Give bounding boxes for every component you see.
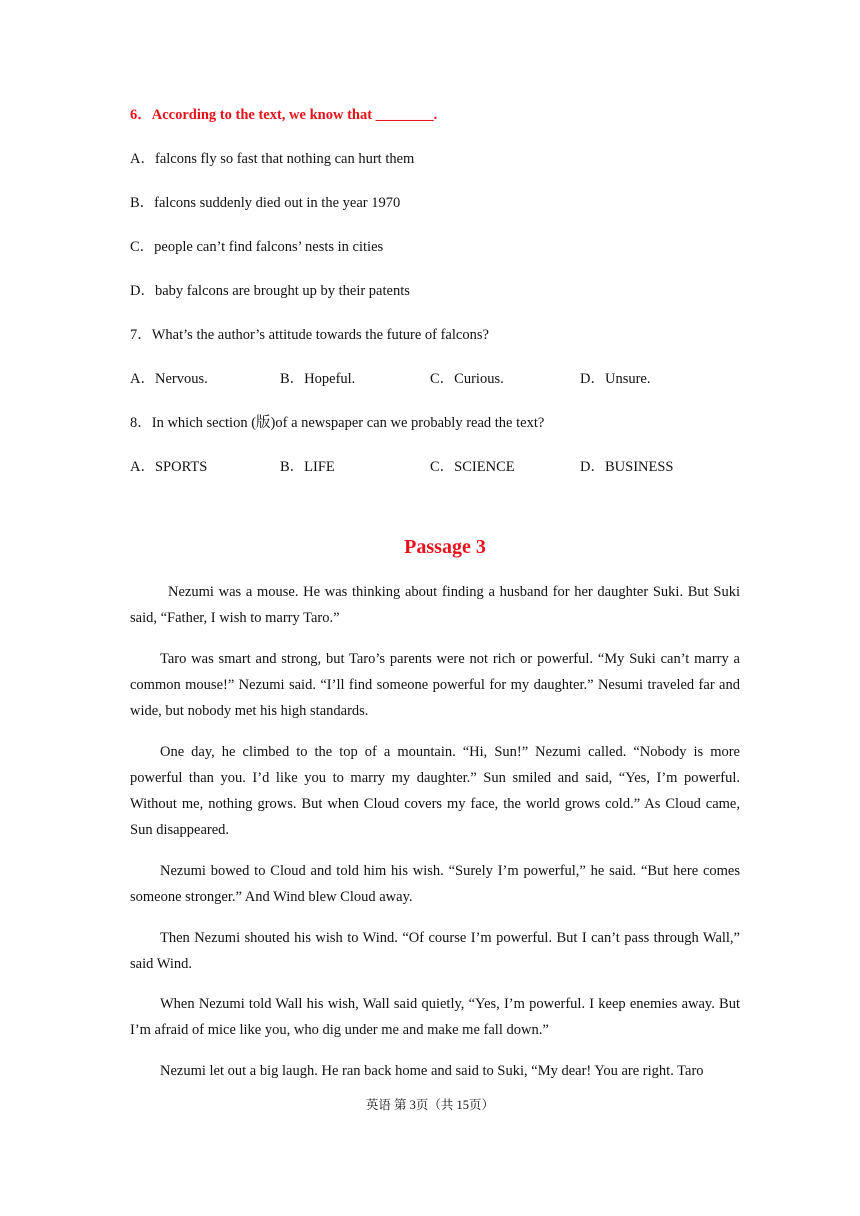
passage-paragraph-5: Then Nezumi shouted his wish to Wind. “Of course I’m powerful. But I can’t pass through Wall,” said Wind. xyxy=(130,930,740,972)
passage-paragraph-6: When Nezumi told Wall his wish, Wall said quietly, “Yes, I’m powerful. I keep enemies away. But I’m afraid of mice like you, who dig under me and make me fall down.” xyxy=(130,996,740,1038)
question-6-option-d: D．baby falcons are brought up by their patents xyxy=(130,283,410,299)
question-6-option-a: A．falcons fly so fast that nothing can hurt them xyxy=(130,151,415,167)
option-text: people can’t find falcons’ nests in cities xyxy=(154,239,384,255)
question-text: What’s the author’s attitude towards the future of falcons? xyxy=(151,327,489,343)
question-7-stem: 7．What’s the author’s attitude towards the future of falcons? xyxy=(130,327,489,343)
option-c: C．SCIENCE xyxy=(430,459,515,475)
question-8-stem: 8．In which section (版)of a newspaper can we probably read the text? xyxy=(130,415,545,431)
option-d: D．Unsure. xyxy=(580,371,651,387)
question-number: 6 xyxy=(130,107,138,123)
question-number: 7 xyxy=(130,327,138,343)
option-text: falcons fly so fast that nothing can hurt them xyxy=(154,151,415,167)
page-footer: 英语 第 3页（共 15页） xyxy=(365,1098,495,1112)
passage-paragraph-7: Nezumi let out a big laugh. He ran back home and said to Suki, “My dear! You are right. Taro xyxy=(160,1063,704,1079)
option-b: B．LIFE xyxy=(280,459,335,475)
question-6-option-b: B．falcons suddenly died out in the year 1970 xyxy=(130,195,401,211)
question-text: According to the text, we know that ________. xyxy=(151,107,438,123)
option-letter: D xyxy=(130,283,141,299)
passage-paragraph-4: Nezumi bowed to Cloud and told him his wish. “Surely I’m powerful,” he said. “But here comes someone stronger.” And Wind blew Cloud away. xyxy=(130,863,740,905)
passage-title: Passage 3 xyxy=(404,536,486,558)
option-a: A．SPORTS xyxy=(130,459,208,475)
question-number: 8 xyxy=(130,415,138,431)
question-8-options xyxy=(130,458,750,476)
option-d: D．BUSINESS xyxy=(580,459,674,475)
question-6-option-c: C．people can’t find falcons’ nests in cities xyxy=(130,239,384,255)
passage-paragraph-1: Nezumi was a mouse. He was thinking about finding a husband for her daughter Suki. But Suki said, “Father, I wish to marry Taro.” xyxy=(130,584,740,626)
passage-paragraph-3: One day, he climbed to the top of a mountain. “Hi, Sun!” Nezumi called. “Nobody is more powerful than you. I’d like you to marry my daughter.” Sun smiled and said, “Yes, I’m powerful. Without me, nothing grows. But when Cloud covers my face, the world grows cold.” As Cloud came, Sun disappeared. xyxy=(130,744,740,838)
option-c: C．Curious. xyxy=(430,371,504,387)
question-text: In which section (版)of a newspaper can we probably read the text? xyxy=(151,415,545,431)
option-b: B．Hopeful. xyxy=(280,371,356,387)
passage-paragraph-2: Taro was smart and strong, but Taro’s parents were not rich or powerful. “My Suki can’t marry a common mouse!” Nezumi said. “I’ll find someone powerful for my daughter.” Nesumi traveled far and wide, but nobody met his high standards. xyxy=(130,651,740,719)
question-6-stem: 6．According to the text, we know that ________. xyxy=(130,107,438,123)
question-7-options xyxy=(130,370,750,388)
option-letter: C xyxy=(130,239,140,255)
option-a: A．Nervous. xyxy=(130,371,208,387)
option-text: baby falcons are brought up by their patents xyxy=(154,283,410,299)
option-letter: B xyxy=(130,195,140,211)
option-letter: A xyxy=(130,151,141,167)
option-text: falcons suddenly died out in the year 1970 xyxy=(154,195,401,211)
